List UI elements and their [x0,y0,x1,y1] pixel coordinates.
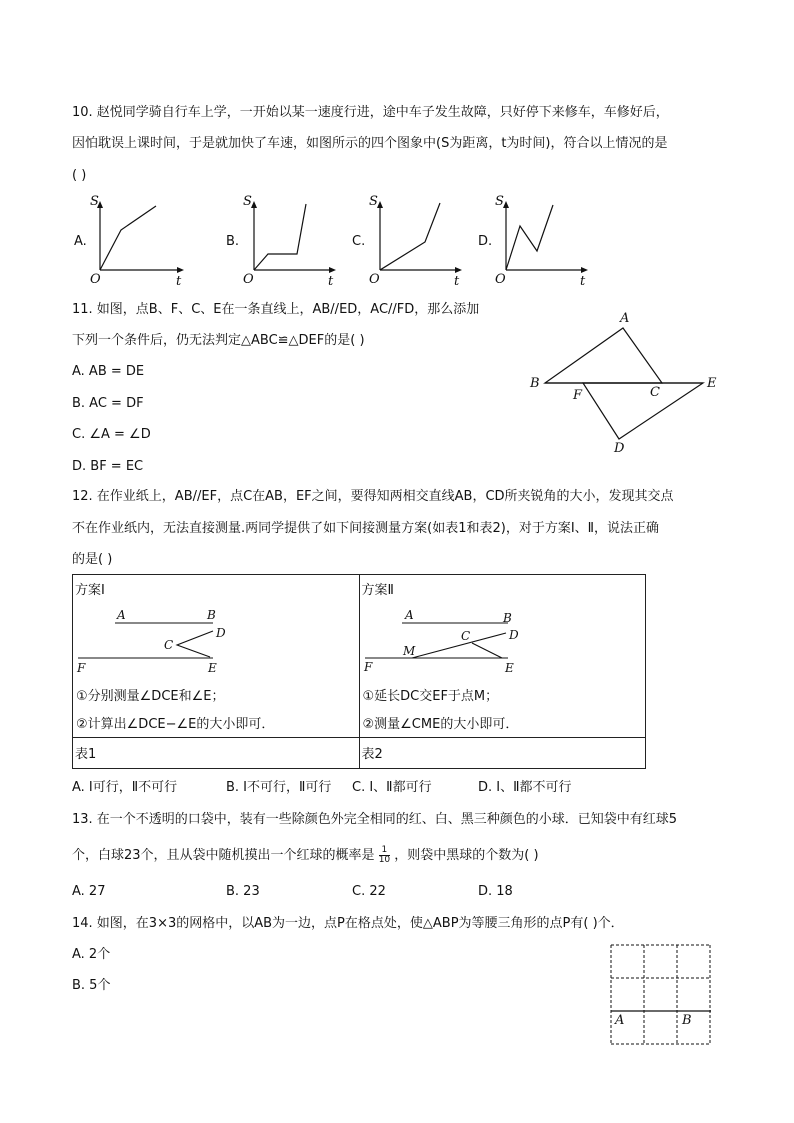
plan1-caption-text: 表1 [75,747,97,762]
q10-line3: ( ) [72,168,87,183]
svg-text:F: F [363,660,372,674]
graph-b-axis-t: t [328,274,334,289]
q14-label-b: B [682,1013,692,1028]
q13-frac-den: 10 [378,855,391,865]
plan2-step2: ②测量∠CME的大小即可． [362,717,519,732]
q11-option-b: B. AC = DF [72,396,144,411]
graph-a-axis-t: t [176,274,182,289]
q12-line1: 12. 在作业纸上，AB//EF，点C在AB，EF之间，要得知两相交直线AB，CD所夹锐角的大小，发现其交点 [72,489,674,504]
graph-d-axis-s: S [495,194,504,209]
graph-a-label: A. [74,234,87,249]
q11-label-f: F [573,388,583,403]
q11-label-d: D [614,441,625,456]
graph-c-axis-t: t [454,274,460,289]
plan1-title: 方案Ⅰ [75,583,105,598]
q11-line1: 11. 如图，点B、F、C、E在一条直线上，AB//ED，AC//FD，那么添加 [72,302,480,317]
svg-text:A: A [117,608,126,622]
svg-text:F: F [77,661,86,675]
q12-option-d: D. Ⅰ、Ⅱ都不可行 [478,780,572,795]
q13-line2-start: 个，白球23个，且从袋中随机摸出一个红球的概率是 [72,848,375,863]
q11-line2: 下列一个条件后，仍无法判定△ABC≌△DEF的是( ) [72,333,365,348]
graph-b-label: B. [226,234,240,249]
graph-d-axis-t: t [580,274,586,289]
q11-option-c: C. ∠A = ∠D [72,427,151,442]
svg-text:B: B [502,611,512,625]
q11-label-e: E [707,376,717,391]
q12-line2: 不在作业纸内，无法直接测量.两同学提供了如下间接测量方案(如表1和表2)，对于方案Ⅰ、Ⅱ，说法正确 [72,521,660,536]
svg-text:E: E [504,661,514,675]
q11-label-b: B [530,376,540,391]
graph-b-origin: O [243,272,254,287]
q11-option-d: D. BF = EC [72,459,144,474]
plan2-step1: ①延长DC交EF于点M； [362,689,499,704]
graph-a-axis-s: S [90,194,99,209]
svg-text:A: A [404,608,414,622]
q12-option-b: B. Ⅰ不可行，Ⅱ可行 [226,780,332,795]
plan2-caption-text: 表2 [361,747,383,762]
q12-option-a: A. Ⅰ可行，Ⅱ不可行 [72,780,178,795]
svg-text:C: C [460,629,470,643]
graph-d-label: D. [478,234,493,249]
svg-text:D: D [508,628,519,642]
q13-frac-num: 1 [381,845,388,855]
q12-option-c: C. Ⅰ、Ⅱ都可行 [352,780,432,795]
q13-option-a: A. 27 [72,884,106,899]
plan2-title: 方案Ⅱ [361,583,394,598]
q13-option-b: B. 23 [226,884,260,899]
q12-line3: 的是( ) [72,552,113,567]
graph-d-origin: O [495,272,506,287]
q13-option-c: C. 22 [352,884,386,899]
plan1-step1: ①分别测量∠DCE和∠E； [76,689,225,704]
q14-option-b: B. 5个 [72,978,111,993]
q10-line1: 10. 赵悦同学骑自行车上学，一开始以某一速度行进，途中车子发生故障，只好停下来修车，车修好后， [72,105,669,120]
graph-c-origin: O [369,272,380,287]
svg-text:M: M [402,644,415,658]
plan1-step2: ②计算出∠DCE−∠E的大小即可． [76,717,275,732]
q14-line1: 14. 如图，在3×3的网格中，以AB为一边，点P在格点处，使△ABP为等腰三角形的点P有( )个． [72,916,624,931]
q13-option-d: D. 18 [478,884,513,899]
svg-text:C: C [164,638,174,652]
q13-line1: 13. 在一个不透明的口袋中，装有一些除颜色外完全相同的红、白、黑三种颜色的小球．已知袋中有红球5 [72,812,678,827]
graph-c-axis-s: S [369,194,378,209]
graph-a-origin: O [90,272,101,287]
svg-text:B: B [207,608,216,622]
q11-label-c: C [650,385,660,400]
svg-text:E: E [208,661,217,675]
svg-text:D: D [216,626,226,640]
q11-label-a: A [620,311,630,326]
q13-line2-end: ，则袋中黑球的个数为( ) [394,848,539,863]
q10-line2: 因怕耽误上课时间，于是就加快了车速，如图所示的四个图象中(S为距离，t为时间)，符合以上情况的是 [72,136,668,151]
q14-label-a: A [615,1013,625,1028]
graph-c-label: C. [352,234,366,249]
q14-option-a: A. 2个 [72,947,111,962]
graph-b-axis-s: S [243,194,252,209]
q11-option-a: A. AB = DE [72,364,145,379]
